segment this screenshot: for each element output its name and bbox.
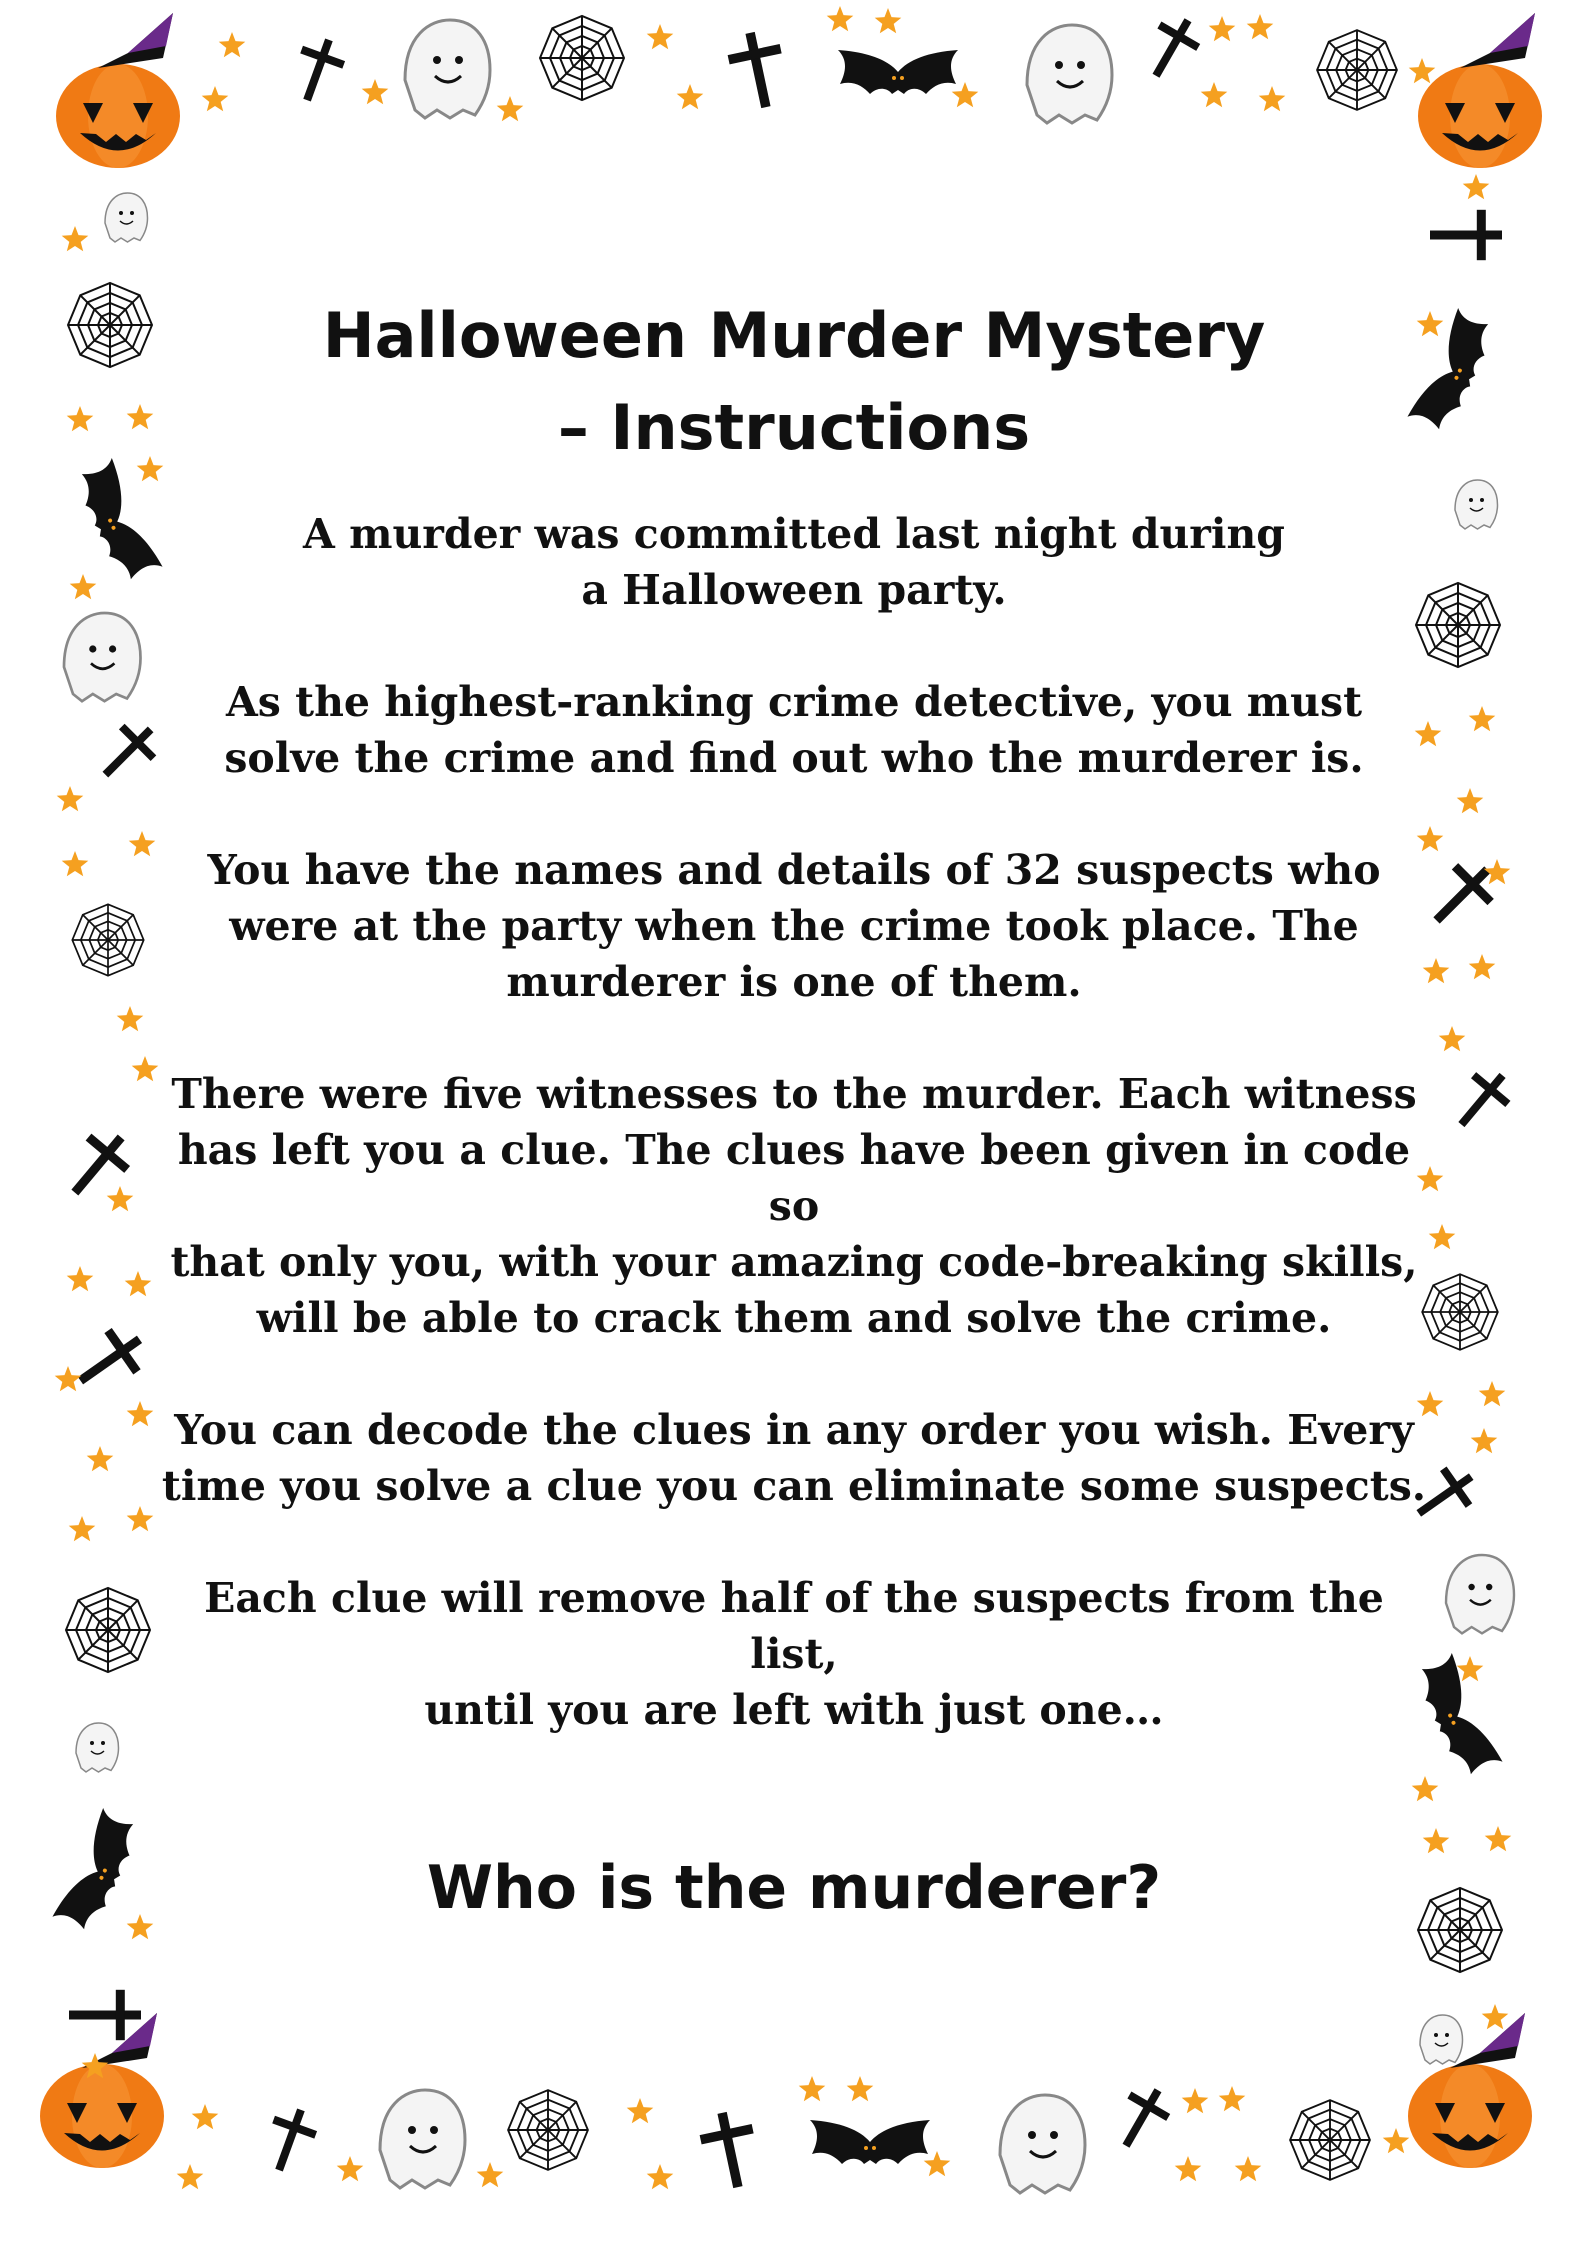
star-icon [177,2164,204,2189]
star-icon [799,2076,826,2101]
paragraph-line: There were five witnesses to the murder. Each witness [171,1070,1417,1118]
star-icon [627,2098,654,2123]
paragraph-decode-order [160,1402,1428,1514]
cross-icon [1107,2079,1178,2157]
spiderweb-icon [508,2090,588,2170]
star-icon [647,24,674,49]
star-icon [117,1006,144,1031]
spiderweb-icon [1418,1888,1502,1972]
cross-icon [724,27,792,112]
star-icon [107,1186,134,1211]
star-icon [1182,2088,1209,2113]
title-line-1: Halloween Murder Mystery [322,299,1266,372]
ghost-icon [1027,25,1112,123]
cross-icon [66,1319,154,1402]
title-line-2: – Instructions [557,391,1031,464]
bat-icon [72,458,163,585]
star-icon [132,1056,159,1081]
star-icon [87,1446,114,1471]
paragraph-elimination [160,1570,1428,1738]
bat-icon [838,50,958,94]
spiderweb-icon [1422,1274,1498,1350]
cross-icon [1444,1061,1519,1139]
star-icon [1469,954,1496,979]
star-icon [477,2162,504,2187]
paragraph-suspects [160,842,1428,1010]
paragraph-witnesses [160,1066,1428,1346]
closing-question: Who is the murderer? [426,1853,1162,1923]
star-icon [67,406,94,431]
star-icon [57,786,84,811]
star-icon [1457,788,1484,813]
star-icon [847,2076,874,2101]
star-icon [70,574,97,599]
star-icon [1429,1224,1456,1249]
star-icon [1219,2086,1246,2111]
star-icon [1471,1428,1498,1453]
cross-icon [258,2102,322,2177]
star-icon [219,32,246,57]
star-icon [127,1506,154,1531]
star-icon [1479,1381,1506,1406]
star-icon [1457,1656,1484,1681]
ghost-icon [1420,2015,1463,2064]
paragraph-murder [160,506,1428,618]
star-icon [127,1914,154,1939]
paragraph-line: time you solve a clue you can eliminate some suspects. [161,1462,1427,1510]
star-icon [647,2164,674,2189]
star-icon [192,2104,219,2129]
star-icon [1235,2156,1262,2181]
star-icon [62,851,89,876]
star-icon [362,79,389,104]
star-icon [55,1366,82,1391]
paragraph-line: murderer is one of them. [506,958,1082,1006]
star-icon [1383,2128,1410,2153]
ghost-icon [380,2090,465,2188]
star-icon [1463,174,1490,199]
paragraph-line: You have the names and details of 32 suspects who [207,846,1381,894]
cross-icon [1430,210,1502,260]
paragraph-line: solve the crime and find out who the murderer is. [224,734,1364,782]
star-icon [69,1516,96,1541]
cross-icon [286,32,350,107]
star-icon [1439,1026,1466,1051]
star-icon [1409,58,1436,83]
cross-icon [696,2107,764,2192]
spiderweb-icon [68,283,152,367]
paragraph-line: will be able to crack them and solve the crime. [256,1294,1332,1342]
star-icon [127,1401,154,1426]
star-icon [67,1266,94,1291]
paragraph-line: Each clue will remove half of the suspects from the list, [204,1574,1384,1678]
star-icon [875,8,902,33]
star-icon [1259,86,1286,111]
page-title [160,290,1428,474]
star-icon [337,2156,364,2181]
star-icon [1175,2156,1202,2181]
pumpkin-icon [1418,13,1542,168]
paragraph-line: a Halloween party. [581,566,1007,614]
paragraph-line: were at the party when the crime took place. The [229,902,1359,950]
star-icon [125,1271,152,1296]
cross-icon [1137,9,1208,87]
star-icon [677,84,704,109]
instructions-content [160,290,1428,1928]
star-icon [497,96,524,121]
pumpkin-icon [40,2013,164,2168]
star-icon [62,226,89,251]
cross-icon [1419,852,1506,939]
star-icon [1485,1826,1512,1851]
bat-icon [810,2120,930,2164]
ghost-icon [1446,1555,1514,1633]
pumpkin-icon [56,13,180,168]
ghost-icon [64,613,141,701]
spiderweb-icon [66,1588,150,1672]
star-icon [1482,2004,1509,2029]
star-icon [127,404,154,429]
star-icon [1484,859,1511,884]
spiderweb-icon [1290,2100,1370,2180]
ghost-icon [1000,2095,1085,2193]
star-icon [1469,706,1496,731]
spiderweb-icon [540,16,624,100]
star-icon [1201,82,1228,107]
paragraph-line: until you are left with just one… [424,1686,1164,1734]
paragraph-line: has left you a clue. The clues have been given in code so [177,1126,1411,1230]
ghost-icon [1455,480,1498,529]
paragraph-detective [160,674,1428,786]
star-icon [924,2151,951,2176]
spiderweb-icon [1317,30,1397,110]
cross-icon [69,1990,141,2040]
ghost-icon [76,1723,119,1772]
spiderweb-icon [72,904,143,975]
spiderweb-icon [1416,583,1500,667]
paragraph-line: As the highest-ranking crime detective, you must [225,678,1363,726]
star-icon [202,86,229,111]
star-icon [827,6,854,31]
paragraph-line: You can decode the clues in any order you wish. Every [174,1406,1414,1454]
cross-icon [90,714,167,791]
star-icon [952,82,979,107]
bat-icon [52,1808,143,1935]
ghost-icon [405,20,490,118]
star-icon [1247,14,1274,39]
ghost-icon [105,193,148,242]
star-icon [1209,16,1236,41]
paragraph-line: that only you, with your amazing code-breaking skills, [170,1238,1418,1286]
star-icon [129,831,156,856]
paragraph-line: A murder was committed last night during [303,510,1285,558]
